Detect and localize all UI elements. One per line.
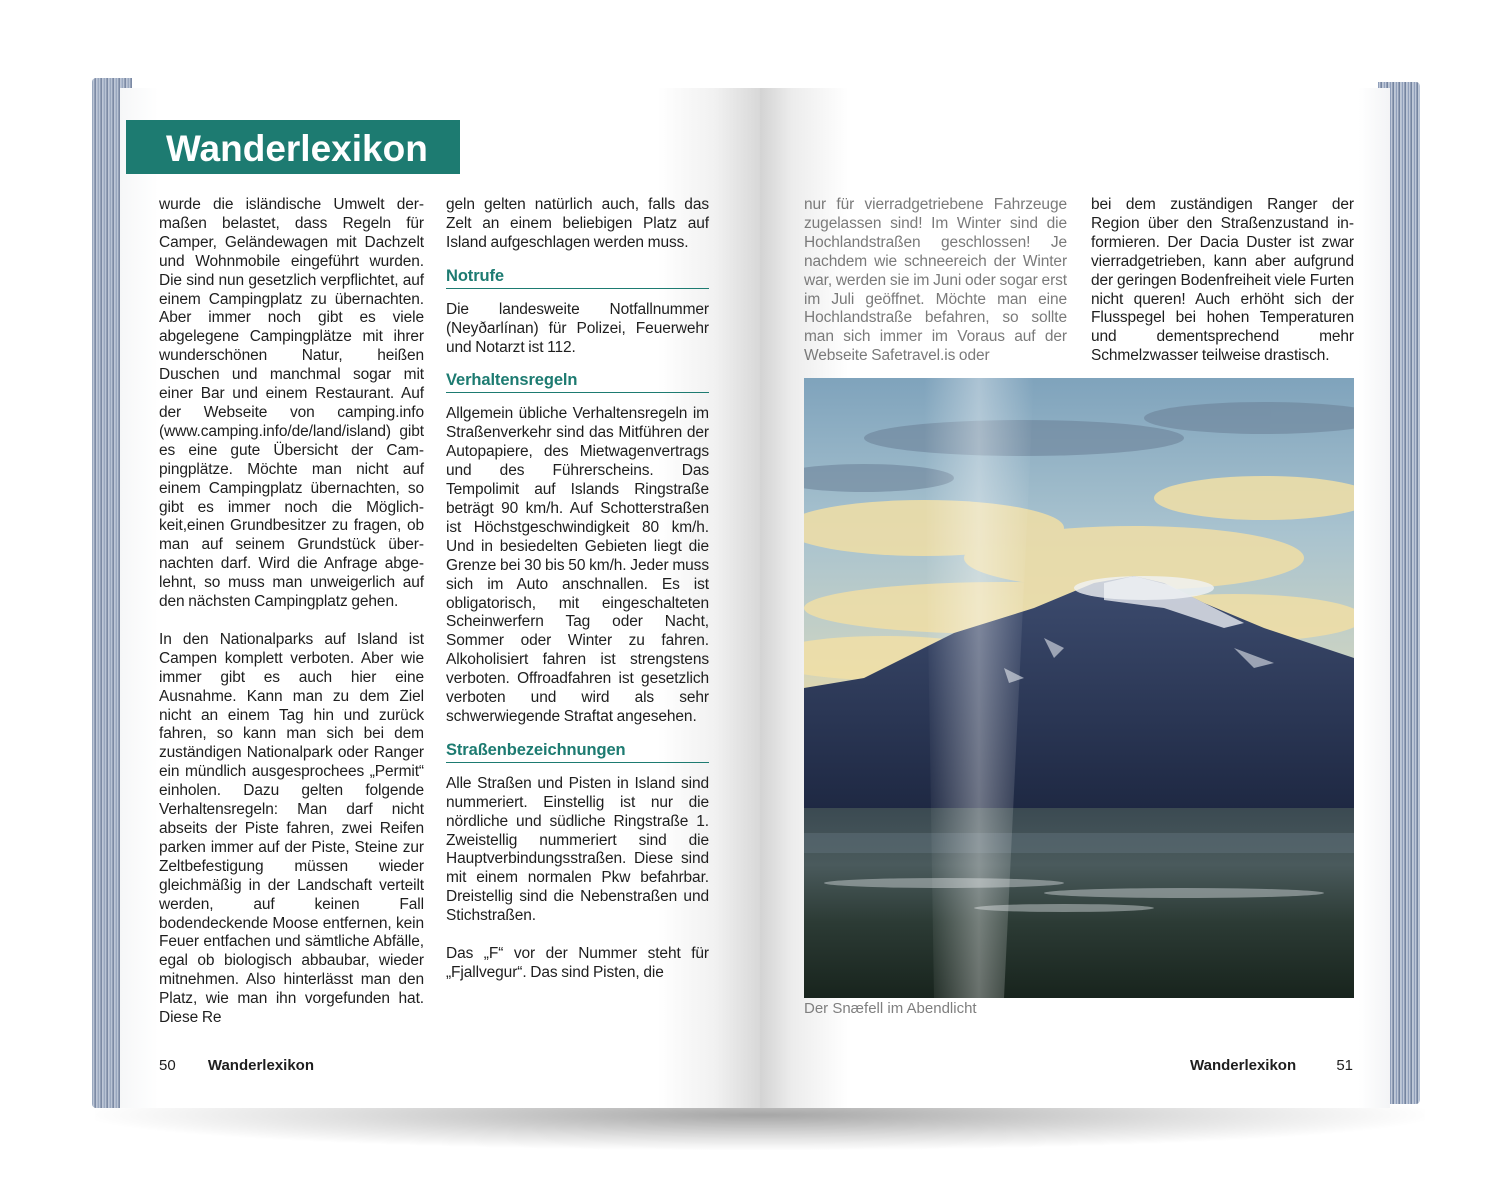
paragraph: geln gelten natürlich auch, falls das Zelt an einem beliebigen Platz auf Island aufgeschlagen werden muss. bbox=[446, 196, 709, 251]
right-column-1 bbox=[804, 196, 1067, 366]
paragraph: In den Nationalparks auf Island ist Campen komplett verboten. Aber wie immer gibt es auch hier eine Ausnahme. Kann man zu dem Ziel nicht an einem Tag hin und zurück fahren, so kann man sich bei dem zuständigen Nationalpark oder Ranger ein mündlich ausgesprochees „Permit“ einholen. Dazu gelten folgende Verhaltensregeln: Man darf nicht abseits der Piste fahren, zwei Reifen parken immer auf der Piste, Steine zur Zeltbefestigung müssen wieder gleichmäßig in der Landschaft verteilt werden, auf keinen Fall bodendeckende Moose entfernen, kein Feuer entfachen und sämtliche Abfälle, egal ob biologisch abbaubar, wieder mitnehmen. Also hinterlässt man den Platz, wie man ihn vorgefunden hat. Diese Re bbox=[159, 630, 424, 1027]
paragraph: Alle Straßen und Pisten in Island sind nummeriert. Einstellig ist nur die nördliche und südliche Ringstraße 1. Zweistellig nummeriert sind die Hauptverbindungsstraßen. Diese sind mit einem normalen Pkw befahrbar. Dreistellig sind die Nebenstraßen und Stichstraßen. bbox=[446, 774, 709, 925]
paragraph: nur für vierradgetriebene Fahrzeuge zugelassen sind! Im Winter sind die Hochlandstraßen geschlossen! Je nachdem wie schneereich der Winter war, werden sie im Juni oder sogar erst im Juli geöffnet. Möchte man eine Hochlandstraße befahren, so sollte man sich immer im Voraus auf der Webseite Safetravel.is oder bbox=[804, 196, 1067, 365]
footer-left bbox=[159, 1057, 314, 1074]
paragraph: Das „F“ vor der Nummer steht für „Fjallvegur“. Das sind Pisten, die bbox=[446, 945, 709, 981]
mountain-photo bbox=[804, 378, 1354, 998]
right-column-2 bbox=[1091, 196, 1354, 366]
paragraph: bei dem zuständigen Ranger der Region über den Straßenzustand informieren. Der Dacia Duster ist zwar vierradgetrieben, kann aber aufgrund der geringen Bodenfreiheit viele Furten nicht queren! Auch erhöht sich der Flusspegel bei hohen Temperaturen und dementsprechend mehr Schmelzwasser teilweise drastisch. bbox=[1091, 196, 1354, 365]
page-number: 51 bbox=[1336, 1057, 1353, 1074]
running-section-title: Wanderlexikon bbox=[207, 1057, 314, 1074]
running-section-title: Wanderlexikon bbox=[1190, 1057, 1297, 1074]
paragraph: wurde die isländische Umwelt dermaßen belastet, dass Regeln für Camper, Geländewagen mit Dachzelt und Wohnmobile eingeführt wurden. Die sind nun gesetzlich verpflichtet, auf einem Campingplatz zu übernachten. Aber immer noch gibt es viele abgelegene Campingplätze mit ihrer wunderschönen Natur, heißen Duschen und manchmal sogar mit einer Bar und einem Restaurant. Auf der Webseite von camping.info (www.camping.info/de/land/island) gibt es eine gute Übersicht der Campingplätze. Möchte man nicht auf einem Campingplatz übernachten, so gibt es immer noch die Möglichkeit,einen Grundbesitzer zu fragen, ob man auf seinem Grundstück übernachten darf. Wird die Anfrage abgelehnt, so muss man unweigerlich auf den nächsten Campingplatz gehen. bbox=[159, 196, 424, 611]
photo-caption: Der Snæfell im Abendlicht bbox=[804, 1000, 977, 1017]
left-column-1 bbox=[159, 196, 424, 1028]
chapter-title: Wanderlexikon bbox=[166, 128, 428, 169]
paragraph: Die landesweite Notfallnummer (Neyðarlínan) für Polizei, Feuerwehr und Notarzt ist 112. bbox=[446, 300, 709, 356]
left-column-2 bbox=[446, 196, 709, 983]
section-heading-strassenbezeichnungen: Straßenbezeichnungen bbox=[446, 740, 709, 763]
section-heading-verhaltensregeln: Verhaltensregeln bbox=[446, 370, 709, 393]
section-heading-notrufe: Notrufe bbox=[446, 266, 709, 289]
paragraph: Allgemein übliche Verhaltensregeln im Straßenverkehr sind das Mitführen der Autopapiere, des Mietwagenvertrags und des Führerscheins. Das Tempolimit auf Islands Ringstraße beträgt 90 km/h. Auf Schotterstraßen ist Höchstgeschwindigkeit 80 km/h. Und in besiedelten Gebieten liegt die Grenze bei 30 bis 50 km/h. Jeder muss sich im Auto anschnallen. Es ist obligatorisch, mit eingeschalteten Scheinwerfern Tag oder Nacht, Sommer oder Winter zu fahren. Alkoholisiert fahren ist strengstens verboten. Offroadfahren ist gesetzlich verboten und wird als sehr schwerwiegende Straftat angesehen. bbox=[446, 405, 709, 725]
footer-right bbox=[1190, 1057, 1353, 1074]
page-number: 50 bbox=[159, 1057, 176, 1074]
